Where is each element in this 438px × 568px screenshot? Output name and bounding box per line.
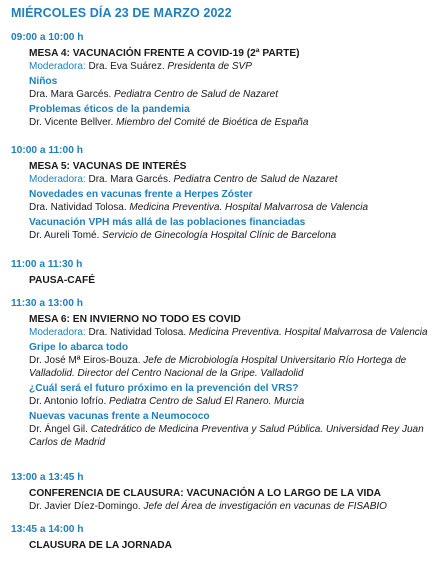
moderator xyxy=(29,326,432,339)
time-slot: 13:45 a 14:00 h xyxy=(11,524,84,535)
talk-title: Gripe lo abarca todo xyxy=(29,342,129,353)
time-slot: 11:00 a 11:30 h xyxy=(11,259,83,270)
talk-title: ¿Cuál será el futuro próximo en la prevención del VRS? xyxy=(29,383,299,394)
session-title: MESA 5: VACUNAS DE INTERÉS xyxy=(29,161,187,172)
time-slot: 13:00 a 13:45 h xyxy=(11,472,84,483)
speaker xyxy=(29,229,432,242)
moderator-label: Moderadora: xyxy=(29,327,86,338)
speaker xyxy=(29,354,432,380)
speaker-role: Jefe del Área de investigación en vacunas de FISABIO xyxy=(140,501,387,512)
speaker-name: Dr. Aureli Tomé. xyxy=(29,230,100,241)
moderator-role: Medicina Preventiva. Hospital Malvarrosa de Valencia xyxy=(186,327,428,338)
speaker-name: Dr. Antonio Iofrío. xyxy=(29,396,107,407)
speaker-role: Servicio de Ginecología Hospital Clínic de Barcelona xyxy=(99,230,337,241)
speaker xyxy=(29,88,432,101)
session-title: PAUSA-CAFÉ xyxy=(29,275,96,286)
talk-title: Problemas éticos de la pandemia xyxy=(29,104,190,115)
moderator-name: Dra. Mara Garcés. xyxy=(85,174,171,185)
talk-title: Nuevas vacunas frente a Neumococo xyxy=(29,411,210,422)
talk-title: Niños xyxy=(29,76,58,87)
moderator xyxy=(29,173,432,186)
moderator-role: Pediatra Centro de Salud de Nazaret xyxy=(170,174,338,185)
moderator-label: Moderadora: xyxy=(29,61,86,72)
moderator-name: Dra. Natividad Tolosa. xyxy=(85,327,187,338)
session-title: CONFERENCIA DE CLAUSURA: VACUNACIÓN A LO LARGO DE LA VIDA xyxy=(29,488,382,499)
time-slot: 09:00 a 10:00 h xyxy=(11,32,84,43)
speaker-name: Dra. Natividad Tolosa. xyxy=(29,202,127,213)
speaker-name: Dr. Vicente Bellver. xyxy=(29,117,114,128)
speaker-name: Dr. José Mª Eiros-Bouza. xyxy=(29,355,141,366)
speaker-role: Catedrático de Medicina Preventiva y Salud Pública. Universidad Rey Juan Carlos de Madrid xyxy=(29,424,424,448)
day-title: MIÉRCOLES DÍA 23 DE MARZO 2022 xyxy=(11,6,232,20)
speaker-role: Jefe de Microbiología Hospital Universitario Río Hortega de Valladolid. Director del Centro Nacional de la Gripe. Valladolid xyxy=(29,355,407,379)
session-title: MESA 4: VACUNACIÓN FRENTE A COVID-19 (2ª PARTE) xyxy=(29,48,300,59)
talk-title: Vacunación VPH más allá de las poblaciones financiadas xyxy=(29,217,306,228)
moderator-label: Moderadora: xyxy=(29,174,86,185)
schedule-block xyxy=(11,297,432,449)
time-slot: 11:30 a 13:00 h xyxy=(11,298,83,309)
speaker xyxy=(29,500,432,513)
speaker xyxy=(29,423,432,449)
speaker-name: Dr. Ángel Gil. xyxy=(29,424,88,435)
schedule-block xyxy=(11,471,432,513)
session-title: CLAUSURA DE LA JORNADA xyxy=(29,540,173,551)
moderator-role: Presidenta de SVP xyxy=(164,61,252,72)
speaker-name: Dra. Mara Garcés. xyxy=(29,89,112,100)
moderator-name: Dra. Eva Suárez. xyxy=(85,61,165,72)
talk-title: Novedades en vacunas frente a Herpes Zóster xyxy=(29,189,253,200)
schedule-block xyxy=(11,523,432,552)
speaker-role: Pediatra Centro de Salud de Nazaret xyxy=(111,89,279,100)
session-title: MESA 6: EN INVIERNO NO TODO ES COVID xyxy=(29,314,241,325)
moderator xyxy=(29,60,432,73)
speaker xyxy=(29,395,432,408)
speaker xyxy=(29,201,432,214)
speaker-role: Medicina Preventiva. Hospital Malvarrosa de Valencia xyxy=(126,202,369,213)
time-slot: 10:00 a 11:00 h xyxy=(11,145,83,156)
schedule-block xyxy=(11,258,432,287)
speaker xyxy=(29,116,432,129)
schedule-block xyxy=(11,31,432,129)
speaker-name: Dr. Javier Díez-Domingo. xyxy=(29,501,141,512)
speaker-role: Miembro del Comité de Bioética de España xyxy=(113,117,309,128)
speaker-role: Pediatra Centro de Salud El Ranero. Murcia xyxy=(106,396,305,407)
schedule-block xyxy=(11,144,432,242)
